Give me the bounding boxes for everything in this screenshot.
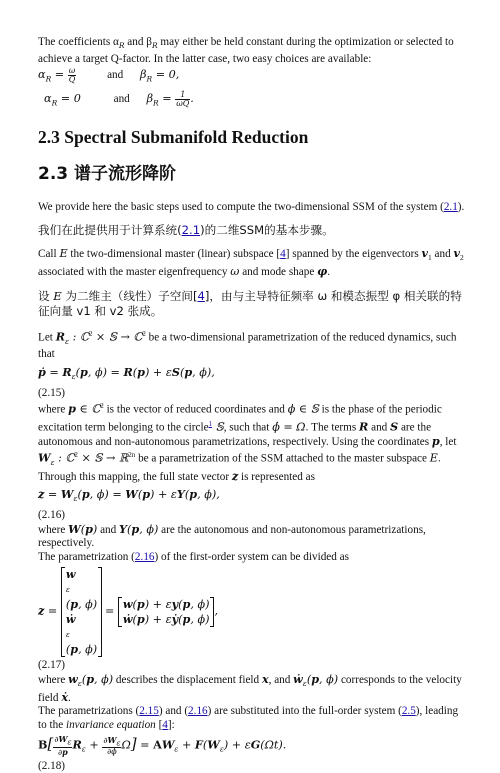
paragraph-basic-steps-zh: 我们在此提供用于计算系统(2.1)的二维SSM的基本步骤。	[38, 223, 334, 238]
intro-paragraph: The coefficients $\alpha_R$ and $\beta_R$ may either be held constant during the optimization or selected to achieve a target Q-factor. In the latter case, two easy choices are available:	[38, 36, 454, 65]
ref-4b[interactable]: 4	[162, 718, 168, 731]
equation-2-17: z = w ε (p, ϕ) ẇ ε (p, ϕ) = w(p) + εy(p, ϕ) ẇ(p) + εẏ(p, ϕ) ,	[38, 567, 218, 657]
paragraph-reduced-dynamics: Let $R_\varepsilon$ : ℂ$^2$ × 𝕊 → ℂ$^2$ be a two-dimensional parametrization of the reduced dynamics, such that	[38, 329, 457, 361]
choice-1: $\alpha_R$ = $\frac{\omega}{Q}$ and $\beta_R = 0$,	[38, 66, 180, 85]
equation-number-2-16: (2.16)	[38, 509, 66, 522]
equation-2-18: B[ $\frac{\partial W\varepsilon}{\partial p}$ $R_\varepsilon$ + $\frac{\partial W\varepsilon}{\partial\phi}$ $\Omega] = AW_\varepsilon + F(W_\varepsilon) + \varepsilon G(\Omega t)$.	[38, 734, 287, 757]
paragraph-substitution: The parametrizations (2.15) and (2.16) are substituted into the full-order system (2.5), leading to the invariance equation [4]:	[38, 705, 459, 731]
section-title-zh: 2.3 谱子流形降阶	[38, 163, 177, 184]
paragraph-master-subspace-zh: 设 E 为二维主（线性）子空间[4]，由与主导特征频率 ω 和模态振型 φ 相关联的特征向量 v1 和 v2 张成。	[38, 288, 462, 318]
equation-number-2-15: (2.15)	[38, 386, 66, 399]
paragraph-displacement: where $w_\varepsilon(p$, ϕ) describes the displacement field x, and ẇ$_\varepsilon$(p, ϕ) corresponds to the velocity field ẋ.	[38, 671, 462, 704]
section-title-en: 2.3 Spectral Submanifold Reduction	[38, 126, 309, 147]
ref-eq-2-5[interactable]: 2.5	[401, 705, 416, 718]
ref-4-zh[interactable]: 4	[197, 288, 205, 303]
equation-number-2-18: (2.18)	[38, 759, 66, 772]
paragraph-basic-steps: We provide here the basic steps used to compute the two-dimensional SSM of the system (2.1).	[38, 200, 465, 213]
equation-2-16: $z = W_\varepsilon(p$, ϕ) = W(p) + εY(p, ϕ),	[38, 487, 220, 504]
page-content	[38, 36, 468, 773]
equation-number-2-17: (2.17)	[38, 659, 66, 672]
ref-eq-2-16b[interactable]: 2.16	[188, 705, 208, 718]
paragraph-master-subspace: Call E the two-dimensional master (linear) subspace [4] spanned by the eigenvectors $v_1$ and $v_2$ associated with the master eigenfrequency ω and mode shape φ.	[38, 246, 464, 279]
paragraph-divide: The parametrization (2.16) of the first-order system can be divided as	[38, 550, 349, 563]
footnote-1[interactable]: 1	[208, 419, 213, 428]
paragraph-parametrizations: where W(p) and Y(p, ϕ) are the autonomous and non-autonomous parametrizations, respectively.	[38, 521, 426, 550]
paragraph-reduced-coordinates: where p ∈ ℂ$^2$ is the vector of reduced coordinates and ϕ ∈ 𝕊 is the phase of the periodic excitation term belonging to the circle$^1$ 𝕊, such that ϕ̇ = Ω. The terms R and S are the autonomous and non-autonomous parametrizations, respectively. Using the coordinates p, let $W_\varepsilon$ : ℂ$^2$ × 𝕊 → ℝ$^{2n}$ be a parametrization of the SSM attached to the master subspace E. Through this mapping, the full state vector z is represented as	[38, 402, 457, 483]
equation-2-15: ṗ = $R_\varepsilon(p$, ϕ) = R(p) + εS(p, ϕ),	[38, 364, 215, 381]
ref-eq-2-1-zh[interactable]: 2.1	[181, 223, 201, 238]
ref-eq-2-15[interactable]: 2.15	[139, 705, 159, 718]
choice-2: $\alpha_R = 0$ and $\beta_R$ = $\frac{1}{\omega Q}$ .	[44, 90, 194, 109]
ref-eq-2-16[interactable]: 2.16	[134, 550, 155, 563]
ref-eq-2-1[interactable]: 2.1	[443, 200, 458, 213]
ref-4[interactable]: 4	[280, 248, 286, 261]
